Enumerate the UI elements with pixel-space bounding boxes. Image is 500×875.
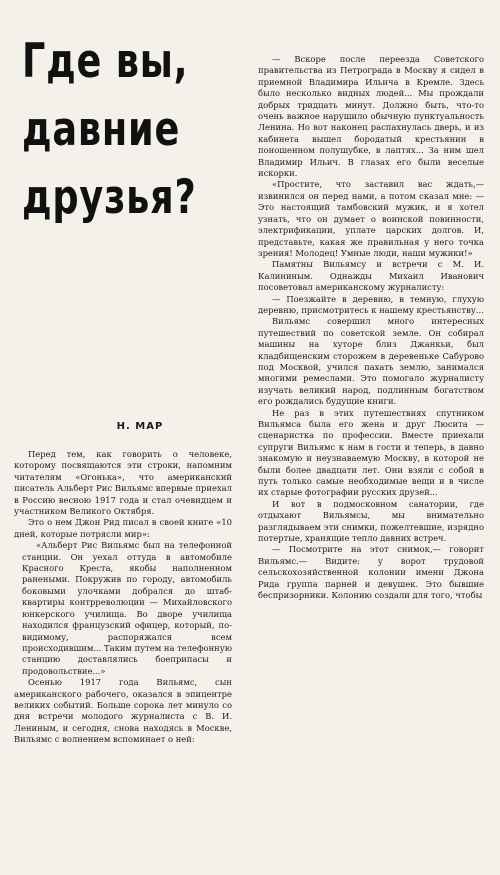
paragraph: «Простите, что заставил вас ждать,— извинился он перед нами, а потом сказал мне: — Это настоящий тамбовский мужик, и я хотел узнать, что он думает о воинской повинности, электрификации, уплате царских долгов. И, представьте, какая же правильная у него точка зрения! Молодец! Умные люди, наши мужики!» xyxy=(258,179,484,258)
article-author: Н. МАР xyxy=(116,421,164,432)
paragraph: Памятны Вильямсу и встречи с М. И. Калининым. Однажды Михаил Иванович посоветовал американскому журналисту: xyxy=(258,259,484,293)
left-text-column xyxy=(14,449,232,746)
paragraph: Это о нем Джон Рид писал в своей книге «10 дней, которые потрясли мир»: xyxy=(14,517,232,539)
paragraph: И вот в подмосковном санатории, где отдыхают Вильямсы, мы внимательно разглядываем эти снимки, пожелтевшие, изрядно потертые, хранящие тепло давних встреч. xyxy=(258,498,484,544)
paragraph: — Вскоре после переезда Советского правительства из Петрограда в Москву я сидел в приемной Владимира Ильича в Кремле. Здесь было несколько видных людей... Мы прождали добрых тридцать минут. Должно быть, что-то очень важное нарушило обычную пунктуальность Ленина. Но вот наконец распахнулась дверь, и из кабинета вышел бородатый крестьянин в поношенном полушубке, в лаптях... За ним шел Владимир Ильич. В глазах его были веселые искорки. xyxy=(258,54,484,179)
article-title xyxy=(22,28,197,232)
quote-paragraph: «Альберт Рис Вильямс был на телефонной станции. Он уехал оттуда в автомобиле Красного Креста, якобы наполненном ранеными. Покружив по городу, автомобиль боковыми улочками добрался до штаб-квартиры контрреволюции — Михайловского юнкерского училища. Во дворе училища находился французский офицер, который, по-видимому, распоряжался всем происходившим... Таким путем на телефонную станцию доставлялись боеприпасы и продовольствие...» xyxy=(22,540,232,676)
paragraph: Осенью 1917 года Вильямс, сын американского рабочего, оказался в эпицентре великих событий. Больше сорока лет минуло со дня встречи молодого журналиста с В. И. Лениным, и сегодня, снова находясь в Москве, Вильямс с волнением вспоминает о ней: xyxy=(14,677,232,745)
title-line: Где вы, xyxy=(22,34,189,89)
paragraph: Не раз в этих путешествиях спутником Вильямса была его жена и друг Люсита — сценаристка по профессии. Вместе приехали супруги Вильямс к нам в гости и теперь, в давно знакомую и неузнаваемую Москву, в которой не были более двадцати лет. Они взяли с собой в путь только самые необходимые вещи и в числе их старые фотографии русских друзей... xyxy=(258,407,484,498)
title-line: друзья? xyxy=(22,170,197,225)
paragraph: Перед тем, как говорить о человеке, которому посвящаются эти строки, напомним читателям «Огонька», что американский писатель Альберт Рис Вильямс впервые приехал в Россию весною 1917 года и стал очевидцем и участником Великого Октября. xyxy=(14,449,232,517)
paragraph: — Посмотрите на этот снимок,— говорит Вильямс.— Видите: у ворот трудовой сельскохозяйственной колонии имени Джона Рида группа парней и девушек. Это бывшие беспризорники. Колонию создали для того, чтобы xyxy=(258,544,484,601)
right-text-column xyxy=(258,54,484,602)
paragraph: Вильямс совершил много интересных путешествий по советской земле. Он собирал машины на хуторе близ Джанкьи, был кладбищенским сторожем в деревеньке Сабурово под Москвой, учился пахать землю, занимался многими ремеслами. Это помогало журналисту изучать великий народ, подлинным богатством его рождались будущие книги. xyxy=(258,316,484,407)
paragraph: — Поезжайте в деревню, в темную, глухую деревню, присмотритесь к нашему крестьянству... xyxy=(258,293,484,315)
title-line: давние xyxy=(22,102,181,157)
